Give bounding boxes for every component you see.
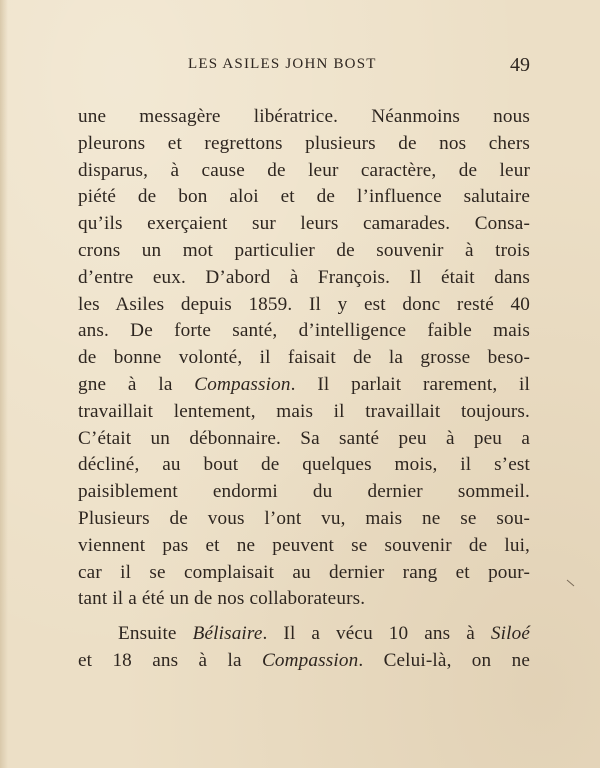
text-segment: les Asiles depuis 1859. Il y est donc resté 40 (78, 293, 530, 315)
paragraph-gap (78, 613, 530, 621)
text-segment: pleurons et regrettons plusieurs de nos chers (78, 132, 530, 154)
text-line (78, 452, 530, 479)
text-segment: car il se complaisait au dernier rang et pour- (78, 561, 530, 583)
text-segment: . Celui-là, on ne (358, 649, 530, 671)
text-line (78, 479, 530, 506)
text-line (78, 506, 530, 533)
text-segment: qu’ils exerçaient sur leurs camarades. Consa- (78, 213, 530, 235)
text-line (78, 318, 530, 345)
text-segment: disparus, à cause de leur caractère, de leur (78, 159, 530, 181)
text-segment: décliné, au bout de quelques mois, il s’est (78, 454, 530, 476)
text-segment: . Il a vécu 10 ans à (262, 623, 491, 645)
text-segment: viennent pas et ne peuvent se souvenir de lui, (78, 534, 530, 556)
text-line (78, 184, 530, 211)
text-line (78, 560, 530, 587)
text-line (78, 158, 530, 185)
text-line (78, 345, 530, 372)
text-segment: ans. De forte santé, d’intelligence faible mais (78, 320, 530, 342)
running-head (78, 56, 530, 78)
text-segment: travaillait lentement, mais il travaillait toujours. (78, 400, 530, 422)
text-line (78, 621, 530, 648)
body-text (78, 104, 530, 675)
italic-text-segment: Compassion (194, 373, 291, 395)
text-segment: Plusieurs de vous l’ont vu, mais ne se sou- (78, 507, 530, 529)
text-segment: C’était un débonnaire. Sa santé peu à peu a (78, 427, 530, 449)
text-line (78, 586, 530, 613)
text-line (78, 399, 530, 426)
text-segment: piété de bon aloi et de l’influence salutaire (78, 186, 530, 208)
text-line (78, 426, 530, 453)
italic-text-segment: Siloé (490, 623, 530, 645)
text-line (78, 292, 530, 319)
text-segment: et 18 ans à la (78, 649, 262, 671)
page-number: 49 (510, 54, 530, 76)
text-line (78, 372, 530, 399)
text-segment: d’entre eux. D’abord à François. Il était dans (78, 266, 530, 288)
text-segment: une messagère libératrice. Néanmoins nous (78, 106, 530, 127)
text-segment: Ensuite (118, 623, 193, 645)
running-title: LES ASILES JOHN BOST (188, 56, 377, 72)
text-segment: gne à la (78, 373, 195, 395)
text-line (78, 131, 530, 158)
text-line (78, 211, 530, 238)
text-segment: paisiblement endormi du dernier sommeil. (78, 481, 530, 503)
margin-tick-mark (566, 578, 576, 588)
text-line (78, 104, 530, 131)
italic-text-segment: Compassion (261, 649, 359, 671)
text-line (78, 265, 530, 292)
text-segment: . Il parlait rarement, il (290, 373, 530, 395)
text-line (78, 533, 530, 560)
page-left-edge-shadow (0, 0, 8, 768)
text-segment: crons un mot particulier de souvenir à trois (78, 239, 530, 261)
italic-text-segment: Bélisaire (192, 623, 263, 645)
text-segment: de bonne volonté, il faisait de la grosse beso- (78, 347, 530, 369)
text-line (78, 238, 530, 265)
text-line (78, 648, 530, 675)
text-segment: tant il a été un de nos collaborateurs. (78, 588, 366, 610)
